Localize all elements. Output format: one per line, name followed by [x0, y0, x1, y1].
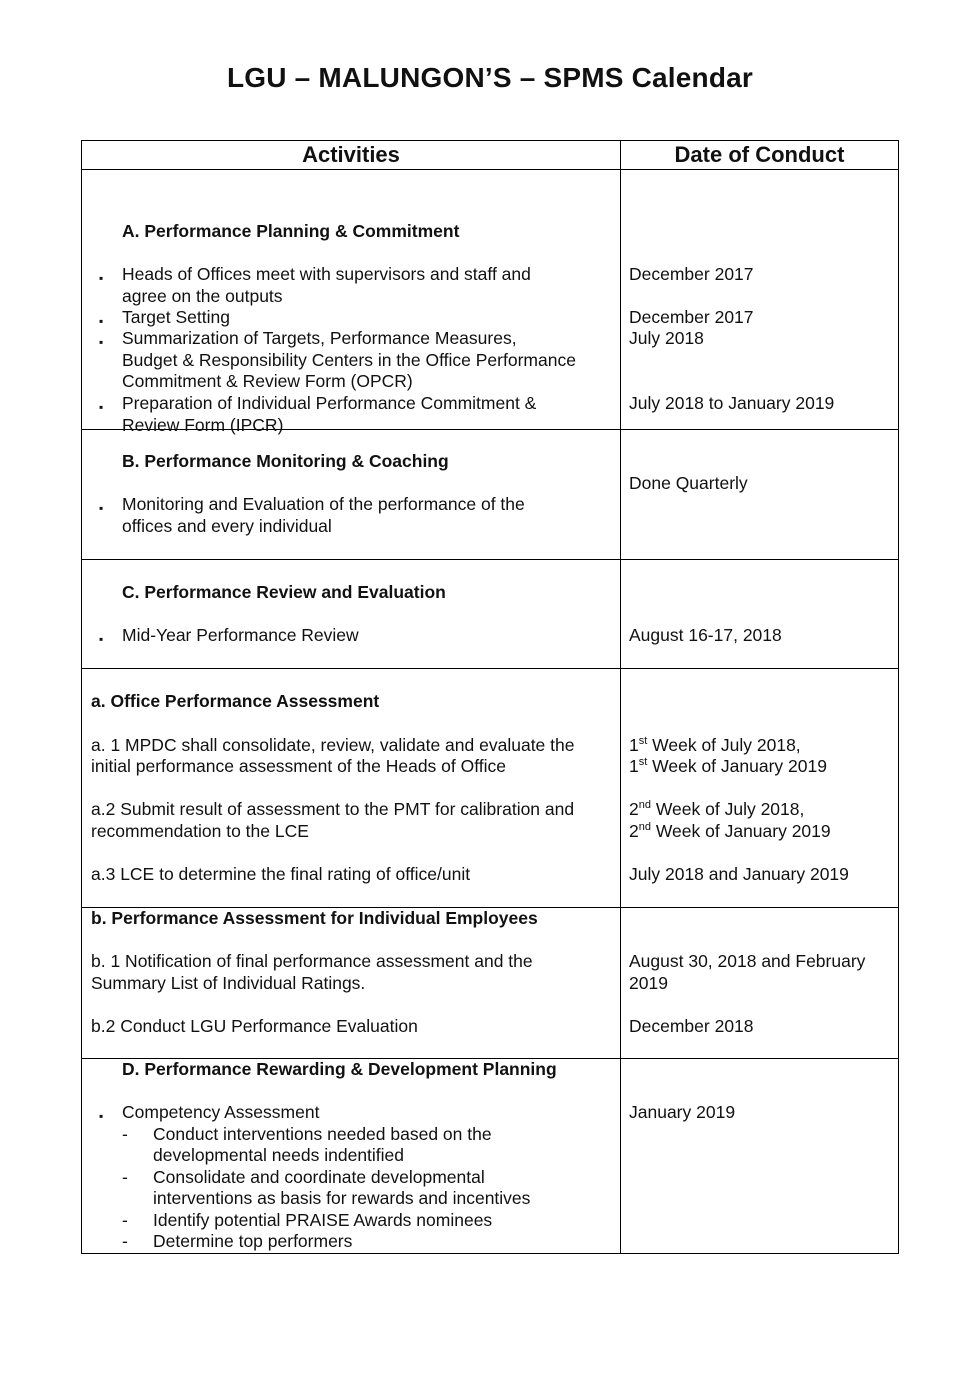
- list-item: Mid-Year Performance Review: [122, 625, 359, 645]
- list-item: Consolidate and coordinate developmental: [153, 1167, 485, 1187]
- bullet-icon: ▪: [99, 314, 104, 328]
- bullet-icon: ▪: [99, 400, 104, 414]
- date-value: December 2018: [629, 1016, 754, 1036]
- table-row: [82, 560, 899, 669]
- table-row: [82, 669, 899, 908]
- date-header: Date of Conduct: [621, 141, 899, 170]
- list-item: Commitment & Review Form (OPCR): [122, 371, 413, 391]
- section-a-heading: A. Performance Planning & Commitment: [122, 221, 460, 241]
- bullet-icon: ▪: [99, 335, 104, 349]
- list-item: a. 1 MPDC shall consolidate, review, validate and evaluate the: [91, 735, 575, 755]
- bullet-icon: ▪: [99, 271, 104, 285]
- list-item: interventions as basis for rewards and incentives: [153, 1188, 531, 1208]
- list-item: offices and every individual: [122, 516, 332, 536]
- list-item: recommendation to the LCE: [91, 821, 309, 841]
- date-value: August 16-17, 2018: [629, 625, 782, 645]
- document-title: LGU – MALUNGON’S – SPMS Calendar: [226, 62, 754, 93]
- dash-marker: -: [122, 1167, 128, 1187]
- bullet-icon: ▪: [99, 632, 104, 646]
- date-value: December 2017: [629, 264, 754, 284]
- list-item: Identify potential PRAISE Awards nominees: [153, 1210, 493, 1230]
- date-value: July 2018 and January 2019: [629, 864, 849, 884]
- list-item: agree on the outputs: [122, 286, 283, 306]
- table-row: [82, 1059, 899, 1254]
- list-item: Competency Assessment: [122, 1102, 320, 1122]
- date-value: December 2017: [629, 307, 754, 327]
- office-assessment-heading: a. Office Performance Assessment: [91, 691, 380, 711]
- list-item: Preparation of Individual Performance Commitment &: [122, 393, 537, 413]
- list-item: developmental needs indentified: [153, 1145, 405, 1165]
- dash-marker: -: [122, 1210, 128, 1230]
- list-item: Summary List of Individual Ratings.: [91, 973, 366, 993]
- list-item: b.2 Conduct LGU Performance Evaluation: [91, 1016, 418, 1036]
- table-row: [82, 908, 899, 1059]
- spms-calendar-table: [81, 140, 899, 1254]
- date-value: 2019: [629, 973, 668, 993]
- list-item: a.2 Submit result of assessment to the PMT for calibration and: [91, 799, 575, 819]
- list-item: Heads of Offices meet with supervisors and staff and: [122, 264, 531, 284]
- table-row: [82, 170, 899, 430]
- list-item: b. 1 Notification of final performance assessment and the: [91, 951, 533, 971]
- list-item: initial performance assessment of the Heads of Office: [91, 756, 507, 776]
- list-item: Conduct interventions needed based on the: [153, 1124, 492, 1144]
- dash-marker: -: [122, 1231, 128, 1251]
- date-value: August 30, 2018 and February: [629, 951, 866, 971]
- date-value: 1st Week of January 2019: [629, 756, 827, 776]
- date-value: 2nd Week of July 2018,: [629, 799, 805, 819]
- list-item: Budget & Responsibility Centers in the Office Performance: [122, 350, 576, 370]
- activities-header: Activities: [82, 141, 621, 170]
- date-value: Done Quarterly: [629, 473, 748, 493]
- list-item: a.3 LCE to determine the final rating of office/unit: [91, 864, 471, 884]
- section-c-heading: C. Performance Review and Evaluation: [122, 582, 446, 602]
- section-d-heading: D. Performance Rewarding & Development Planning: [122, 1059, 557, 1079]
- table-header-row: [82, 141, 899, 170]
- date-value: January 2019: [629, 1102, 736, 1122]
- list-item: Target Setting: [122, 307, 230, 327]
- list-item: Review Form (IPCR): [122, 415, 284, 435]
- date-value: 1st Week of July 2018,: [629, 735, 801, 755]
- dash-marker: -: [122, 1124, 128, 1144]
- section-b-heading: B. Performance Monitoring & Coaching: [122, 451, 449, 471]
- bullet-icon: ▪: [99, 1109, 104, 1123]
- bullet-icon: ▪: [99, 501, 104, 515]
- table-row: [82, 430, 899, 560]
- date-value: July 2018: [629, 328, 704, 348]
- list-item: Summarization of Targets, Performance Measures,: [122, 328, 517, 348]
- date-value: 2nd Week of January 2019: [629, 821, 831, 841]
- date-value: July 2018 to January 2019: [629, 393, 835, 413]
- list-item: Monitoring and Evaluation of the performance of the: [122, 494, 525, 514]
- list-item: Determine top performers: [153, 1231, 353, 1251]
- individual-assessment-heading: b. Performance Assessment for Individual Employees: [91, 908, 538, 928]
